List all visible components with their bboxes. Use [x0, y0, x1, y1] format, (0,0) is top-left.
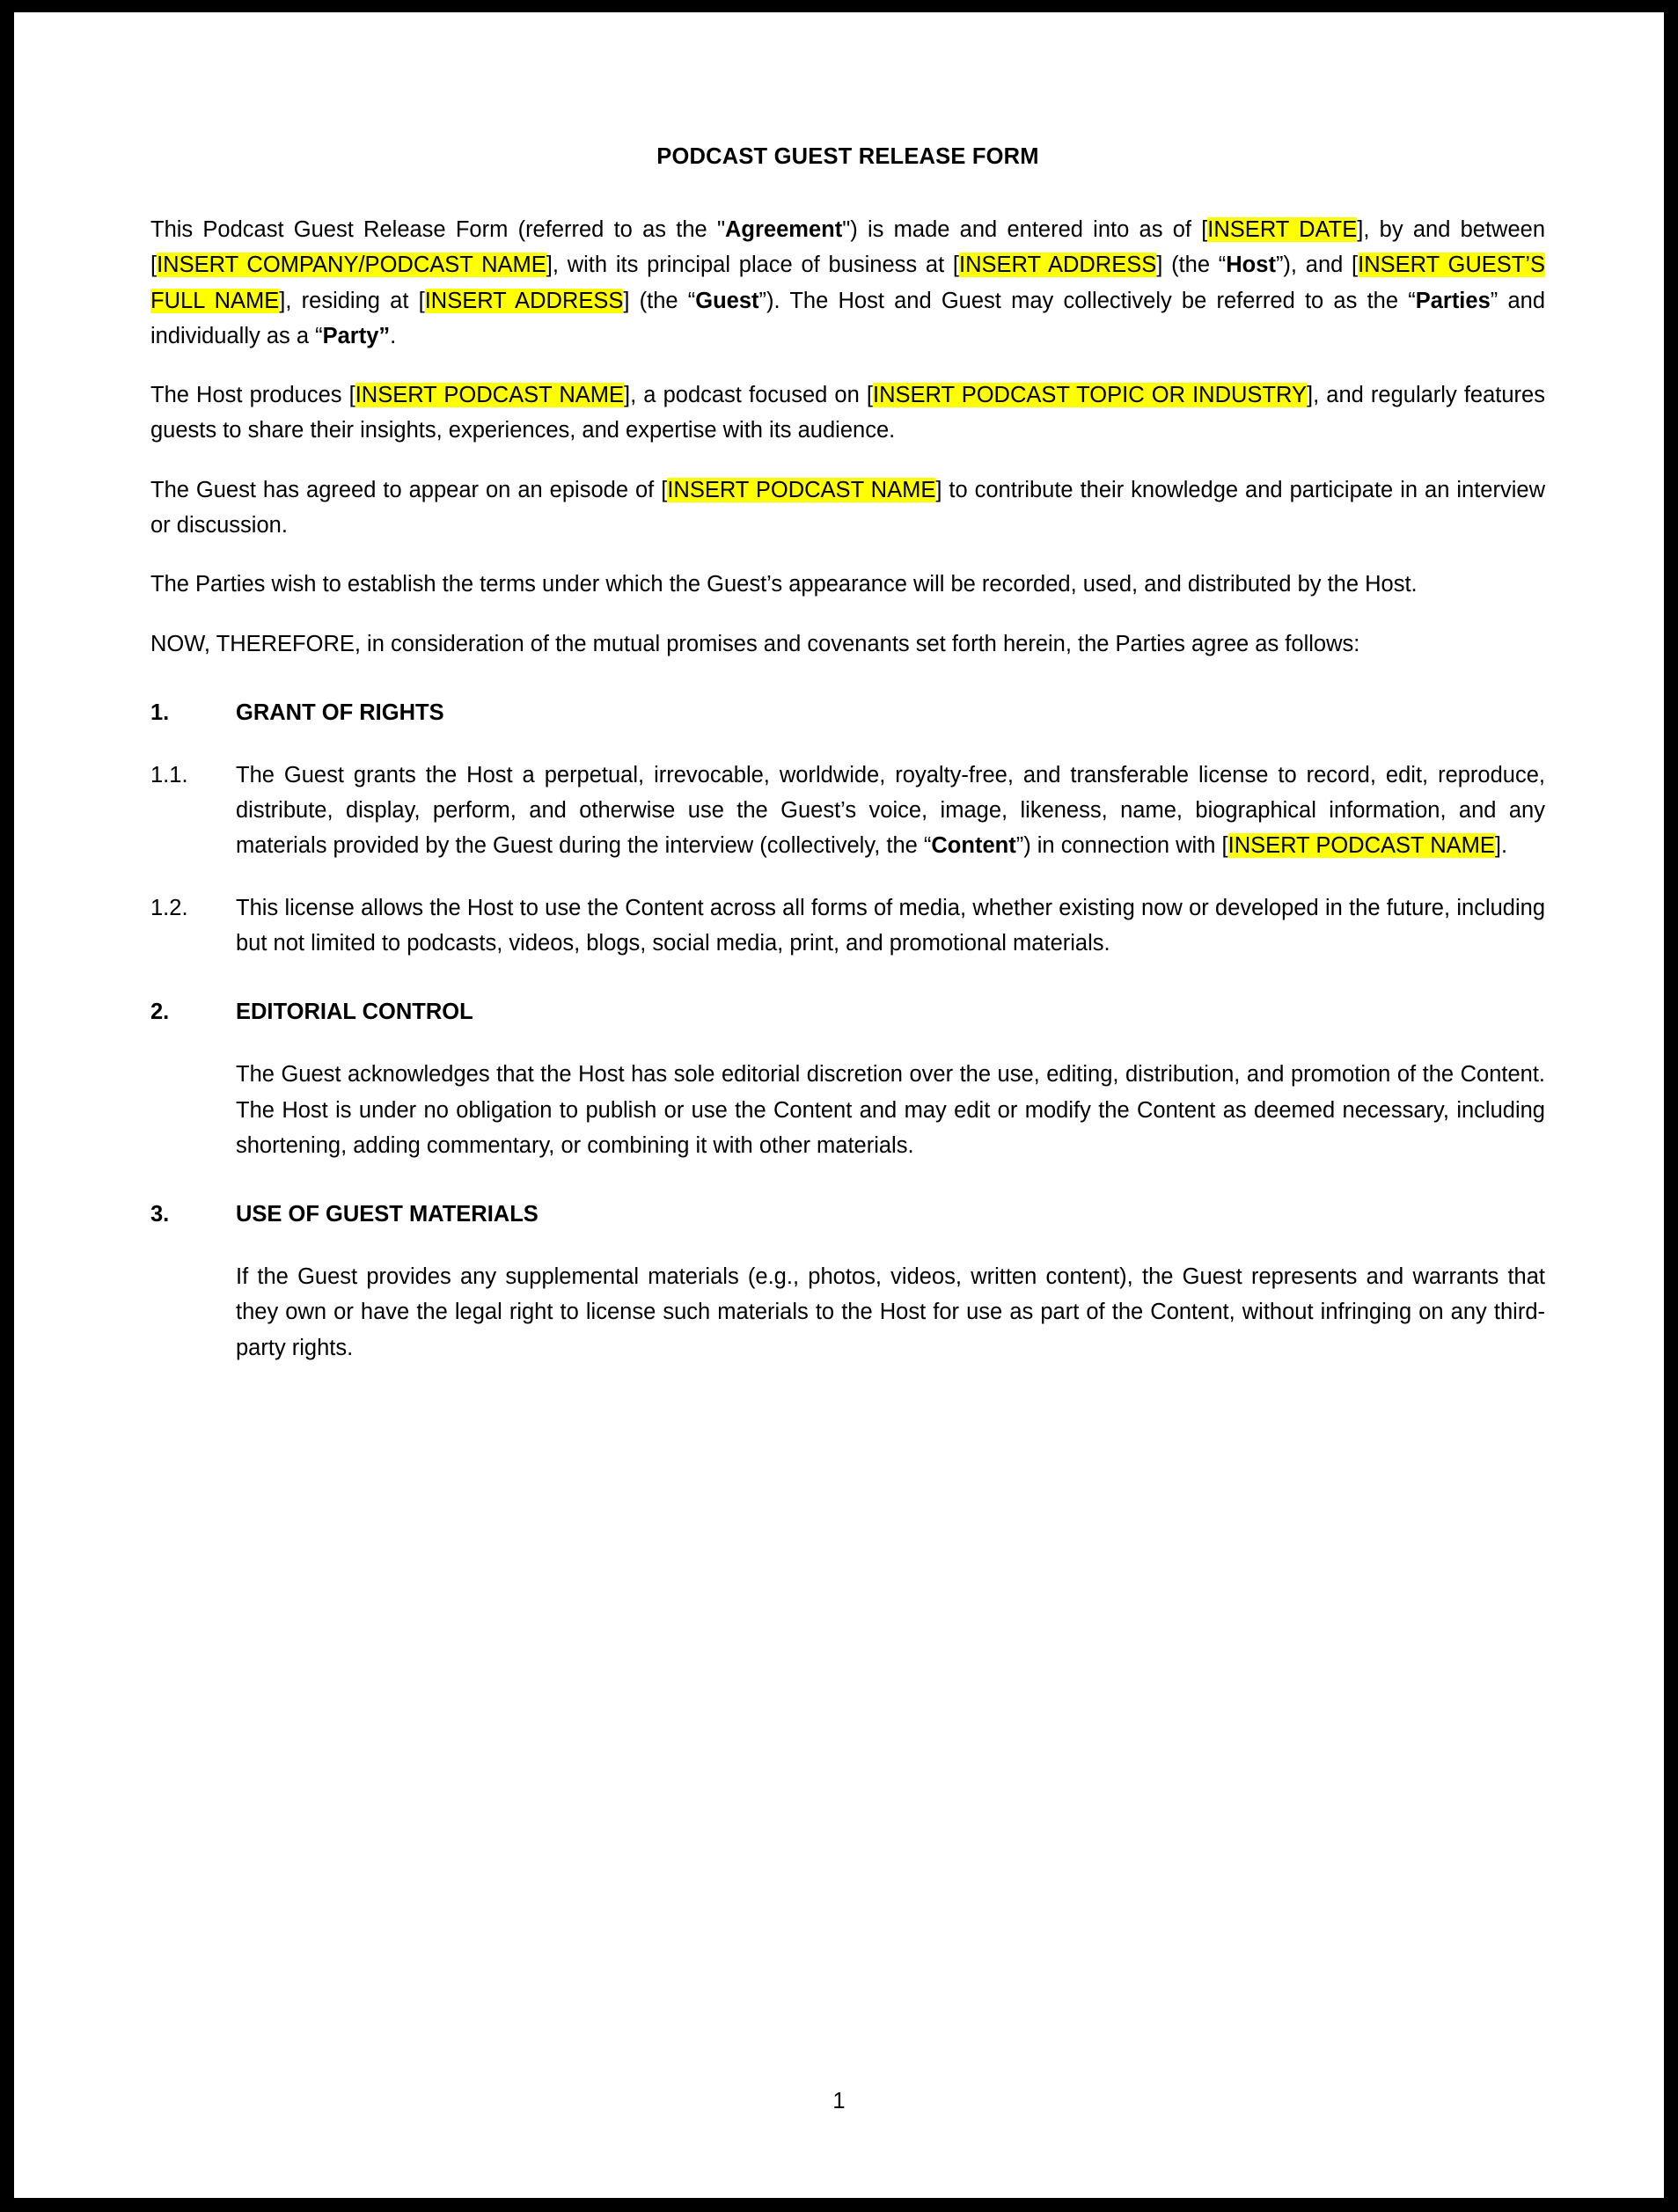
text-run: ] to contribute their knowledge and participate in an interview or discussion. [150, 477, 1545, 538]
document-page [14, 12, 1664, 2198]
text-run: ] (the “ [1156, 253, 1227, 278]
text-run: ”) in connection with [ [1015, 833, 1228, 859]
clause-text [236, 758, 1545, 864]
paragraph-purpose: The Parties wish to establish the terms under which the Guest’s appearance will be recorded, used, and distributed by the Host. [150, 572, 1418, 597]
text-run: . [390, 323, 397, 348]
clause-number: 1.1. [150, 762, 188, 787]
clause-text: This license allows the Host to use the Content across all forms of media, whether existing now or developed in the future, including but not limited to podcasts, videos, blogs, social media, print, and promotional materials. [236, 895, 1545, 956]
section-3-body: If the Guest provides any supplemental materials (e.g., photos, videos, written content), the Guest represents and warrants that they own or have the legal right to license such materials to the Host for use as part of the Content, without infringing on any third-party rights. [236, 1264, 1545, 1360]
term-guest: Guest [695, 288, 759, 313]
text-run: ”). The Host and Guest may collectively be referred to as the “ [758, 288, 1416, 313]
section-number: 2. [150, 1000, 170, 1025]
page-title: PODCAST GUEST RELEASE FORM [656, 144, 1039, 169]
placeholder-insert-address-host: INSERT ADDRESS [959, 253, 1157, 278]
paragraph-podcast-description [150, 377, 1545, 449]
section-number: 1. [150, 699, 170, 725]
text-run: ], with its principal place of business at [ [546, 253, 960, 278]
text-run: The Guest has agreed to appear on an episode of [ [150, 477, 668, 502]
section-2-body: The Guest acknowledges that the Host has sole editorial discretion over the use, editing, distribution, and promotion of the Content. The Host is under no obligation to publish or use the Content and may edit or modify the Content as deemed necessary, including shortening, adding commentary, or combining it with other materials. [236, 1062, 1545, 1158]
text-run: ”), and [ [1275, 253, 1359, 278]
section-heading-1 [150, 700, 1545, 726]
text-run: The Guest grants the Host a perpetual, irrevocable, worldwide, royalty-free, and transferable license to record, edit, reproduce, distribute, display, perform, and otherwise use the Guest’s voice, image, likeness, name, biographical information, and any materials provided by the Guest during the interview (collectively, the “ [236, 762, 1545, 859]
section-number: 3. [150, 1202, 170, 1227]
text-run: ], residing at [ [279, 288, 425, 313]
placeholder-insert-company-podcast-name: INSERT COMPANY/PODCAST NAME [157, 253, 546, 278]
page-number: 1 [832, 2089, 846, 2113]
text-run: ], a podcast focused on [ [624, 383, 873, 408]
term-party: Party” [322, 323, 391, 348]
section-title: GRANT OF RIGHTS [236, 699, 444, 725]
clause-1-2 [150, 890, 1545, 962]
text-run: ], and regularly features guests to share their insights, experiences, and expertise with its audience. [150, 383, 1545, 443]
section-title: USE OF GUEST MATERIALS [236, 1202, 539, 1227]
placeholder-insert-podcast-name-1: INSERT PODCAST NAME [355, 383, 624, 408]
term-agreement: Agreement [725, 217, 843, 242]
text-run: The Host produces [ [150, 383, 355, 408]
text-run: This Podcast Guest Release Form (referred to as the " [150, 217, 726, 242]
clause-number: 1.2. [150, 895, 188, 920]
term-content: Content [931, 833, 1016, 859]
text-run: ” and individually as a “ [150, 288, 1545, 348]
placeholder-insert-podcast-name-2: INSERT PODCAST NAME [667, 477, 936, 502]
placeholder-insert-date: INSERT DATE [1207, 217, 1358, 242]
text-run: ]. [1494, 833, 1508, 859]
term-host: Host [1226, 253, 1276, 278]
paragraph-parties [150, 212, 1545, 354]
section-title: EDITORIAL CONTROL [236, 1000, 473, 1025]
placeholder-insert-guest-full-name: INSERT GUEST’S FULL NAME [150, 253, 1545, 313]
placeholder-insert-address-guest: INSERT ADDRESS [424, 288, 624, 313]
clause-1-1 [150, 758, 1545, 864]
placeholder-insert-podcast-name-3: INSERT PODCAST NAME [1227, 833, 1495, 859]
paragraph-guest-appearance [150, 472, 1545, 544]
term-parties: Parties [1415, 288, 1491, 313]
section-heading-2 [150, 1000, 1545, 1025]
placeholder-insert-podcast-topic-or-industry: INSERT PODCAST TOPIC OR INDUSTRY [873, 383, 1307, 408]
text-run: ], by and between [ [150, 217, 1546, 278]
section-heading-3 [150, 1202, 1545, 1227]
paragraph-now-therefore: NOW, THEREFORE, in consideration of the mutual promises and covenants set forth herein, the Parties agree as follows: [150, 631, 1360, 656]
text-run: ") is made and entered into as of [ [842, 217, 1208, 242]
text-run: ] (the “ [623, 288, 696, 313]
